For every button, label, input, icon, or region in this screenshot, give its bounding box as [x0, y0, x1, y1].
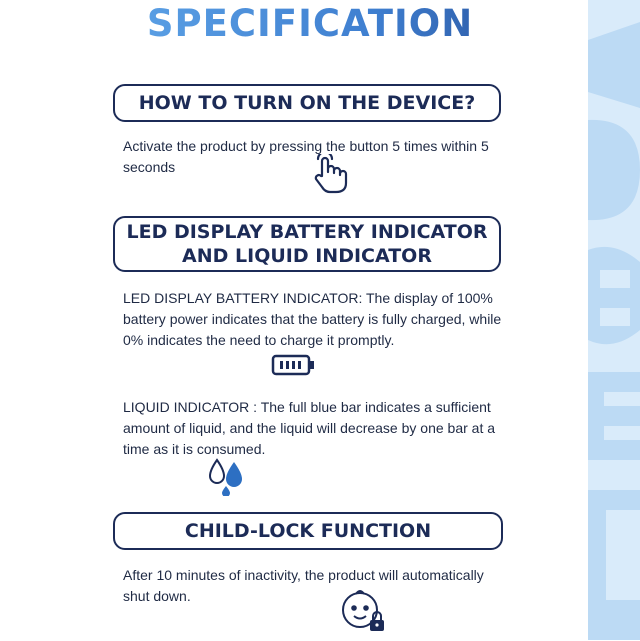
paragraph-text: Activate the product by pressing the button 5 times within 5 seconds [123, 138, 489, 175]
heading-line: CHILD-LOCK FUNCTION [184, 520, 432, 542]
section-heading-child-lock [113, 512, 503, 550]
hand-pointer-icon [312, 154, 350, 199]
section-heading-led-display [113, 216, 501, 272]
paragraph-text: LIQUID INDICATOR : The full blue bar indicates a sufficient amount of liquid, and the liquid will decrease by one bar at a time as it is consumed. [123, 399, 496, 457]
heading-line: AND LIQUID INDICATOR [182, 245, 432, 267]
section-heading-turn-on [113, 84, 501, 122]
page-title: SPECIFICATION [0, 2, 620, 45]
battery-indicator-description [123, 288, 503, 351]
paragraph-text: After 10 minutes of inactivity, the product will automatically shut down. [123, 567, 484, 604]
child-lock-description [123, 565, 503, 607]
side-decoration [544, 0, 640, 640]
paragraph-text: LED DISPLAY BATTERY INDICATOR: The display of 100% battery power indicates that the battery is fully charged, while 0% indicates the need to charge it promptly. [123, 290, 502, 348]
heading-line: HOW TO TURN ON THE DEVICE? [138, 92, 476, 114]
water-drops-icon [208, 456, 246, 501]
heading-line: LED DISPLAY BATTERY INDICATOR [126, 221, 488, 243]
liquid-indicator-description [123, 397, 503, 460]
battery-icon [271, 354, 317, 381]
baby-lock-icon [338, 586, 390, 641]
